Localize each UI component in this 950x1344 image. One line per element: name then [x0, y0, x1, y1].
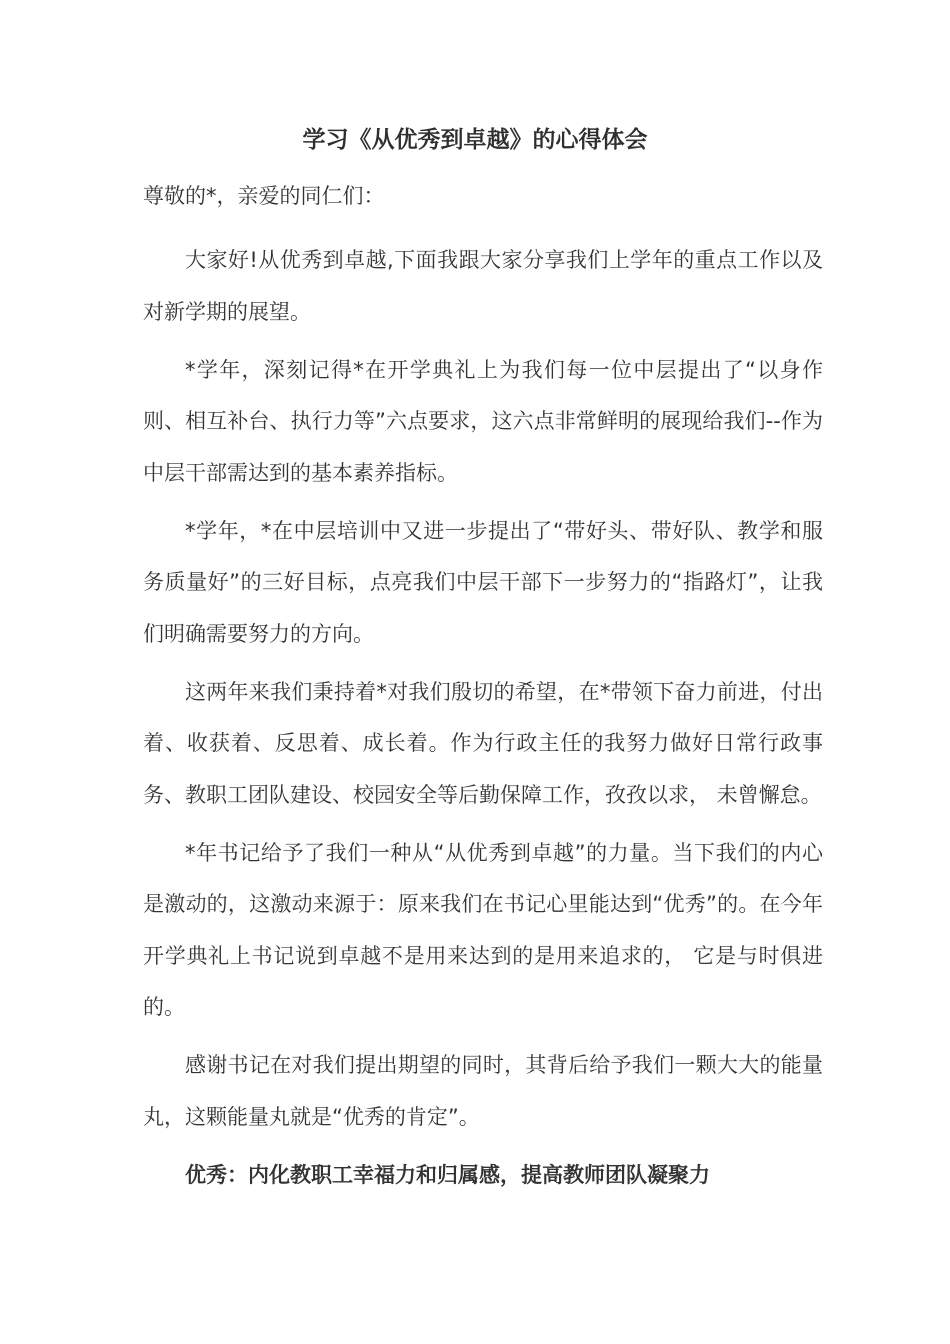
salutation: 尊敬的*，亲爱的同仁们： [143, 184, 385, 208]
paragraph-two-years: 这两年来我们秉持着*对我们殷切的希望，在*带领下奋力前进，付出着、收获着、反思着、成长着。作为行政主任的我努力做好日常行政事务、教职工团队建设、校园安全等后勤保障工作，孜孜以求， 未曾懈怠。 [143, 679, 823, 807]
document-body [143, 235, 823, 1208]
paragraph-three-goals: *学年，*在中层培训中又进一步提出了“带好头、带好队、教学和服务质量好”的三好目标，点亮我们中层干部下一步努力的“指路灯”，让我们明确需要努力的方向。 [143, 518, 823, 646]
paragraph-thanks: 感谢书记在对我们提出期望的同时，其背后给予我们一颗大大的能量丸，这颗能量丸就是“优秀的肯定”。 [143, 1053, 823, 1129]
paragraph-six-requirements: *学年，深刻记得*在开学典礼上为我们每一位中层提出了“以身作则、相互补台、执行力等”六点要求，这六点非常鲜明的展现给我们--作为中层干部需达到的基本素养指标。 [143, 357, 823, 485]
section-heading: 优秀：内化教职工幸福力和归属感，提高教师团队凝聚力 [185, 1162, 710, 1187]
paragraph-secretary: *年书记给予了我们一种从“从优秀到卓越”的力量。当下我们的内心是激动的，这激动来源于：原来我们在书记心里能达到“优秀”的。在今年开学典礼上书记说到卓越不是用来达到的是用来追求的， 它是与时俱进的。 [143, 840, 823, 1019]
paragraph-greeting: 大家好!从优秀到卓越,下面我跟大家分享我们上学年的重点工作以及对新学期的展望。 [143, 248, 823, 324]
document-title: 学习《从优秀到卓越》的心得体会 [302, 127, 648, 153]
